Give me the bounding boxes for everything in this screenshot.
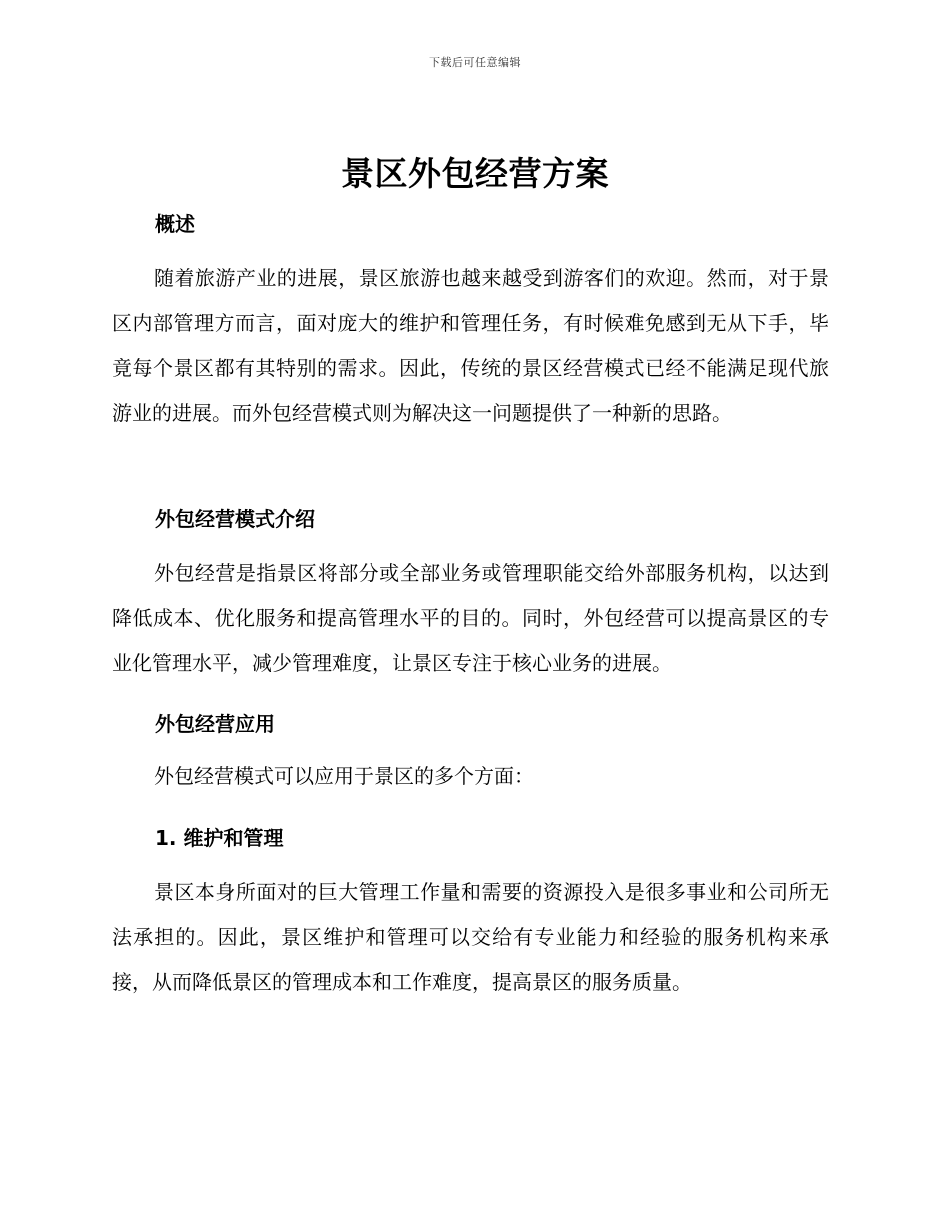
document-title: 景区外包经营方案 (341, 154, 609, 193)
section-paragraph-maintenance: 景区本身所面对的巨大管理工作量和需要的资源投入是很多事业和公司所无法承担的。因此，景区维护和管理可以交给有专业能力和经验的服务机构来承接，从而降低景区的管理成本和工作难度，提高景区的服务质量。 (112, 880, 829, 994)
section-paragraph-outsourcing-application: 外包经营模式可以应用于景区的多个方面： (154, 764, 534, 788)
section-paragraph-overview: 随着旅游产业的进展，景区旅游也越来越受到游客们的欢迎。然而，对于景区内部管理方而言，面对庞大的维护和管理任务，有时候难免感到无从下手，毕竟每个景区都有其特别的需求。因此，传统的景区经营模式已经不能满足现代旅游业的进展。而外包经营模式则为解决这一问题提供了一种新的思路。 (112, 266, 829, 425)
section-heading-overview: 概述 (155, 212, 195, 236)
section-heading-maintenance: 1. 维护和管理 (155, 826, 284, 850)
section-paragraph-outsourcing-intro: 外包经营是指景区将部分或全部业务或管理职能交给外部服务机构，以达到降低成本、优化服务和提高管理水平的目的。同时，外包经营可以提高景区的专业化管理水平，减少管理难度，让景区专注于核心业务的进展。 (112, 561, 829, 675)
section-heading-outsourcing-intro: 外包经营模式介绍 (155, 507, 315, 531)
header-note: 下载后可任意编辑 (429, 56, 521, 69)
section-heading-outsourcing-application: 外包经营应用 (155, 712, 275, 736)
